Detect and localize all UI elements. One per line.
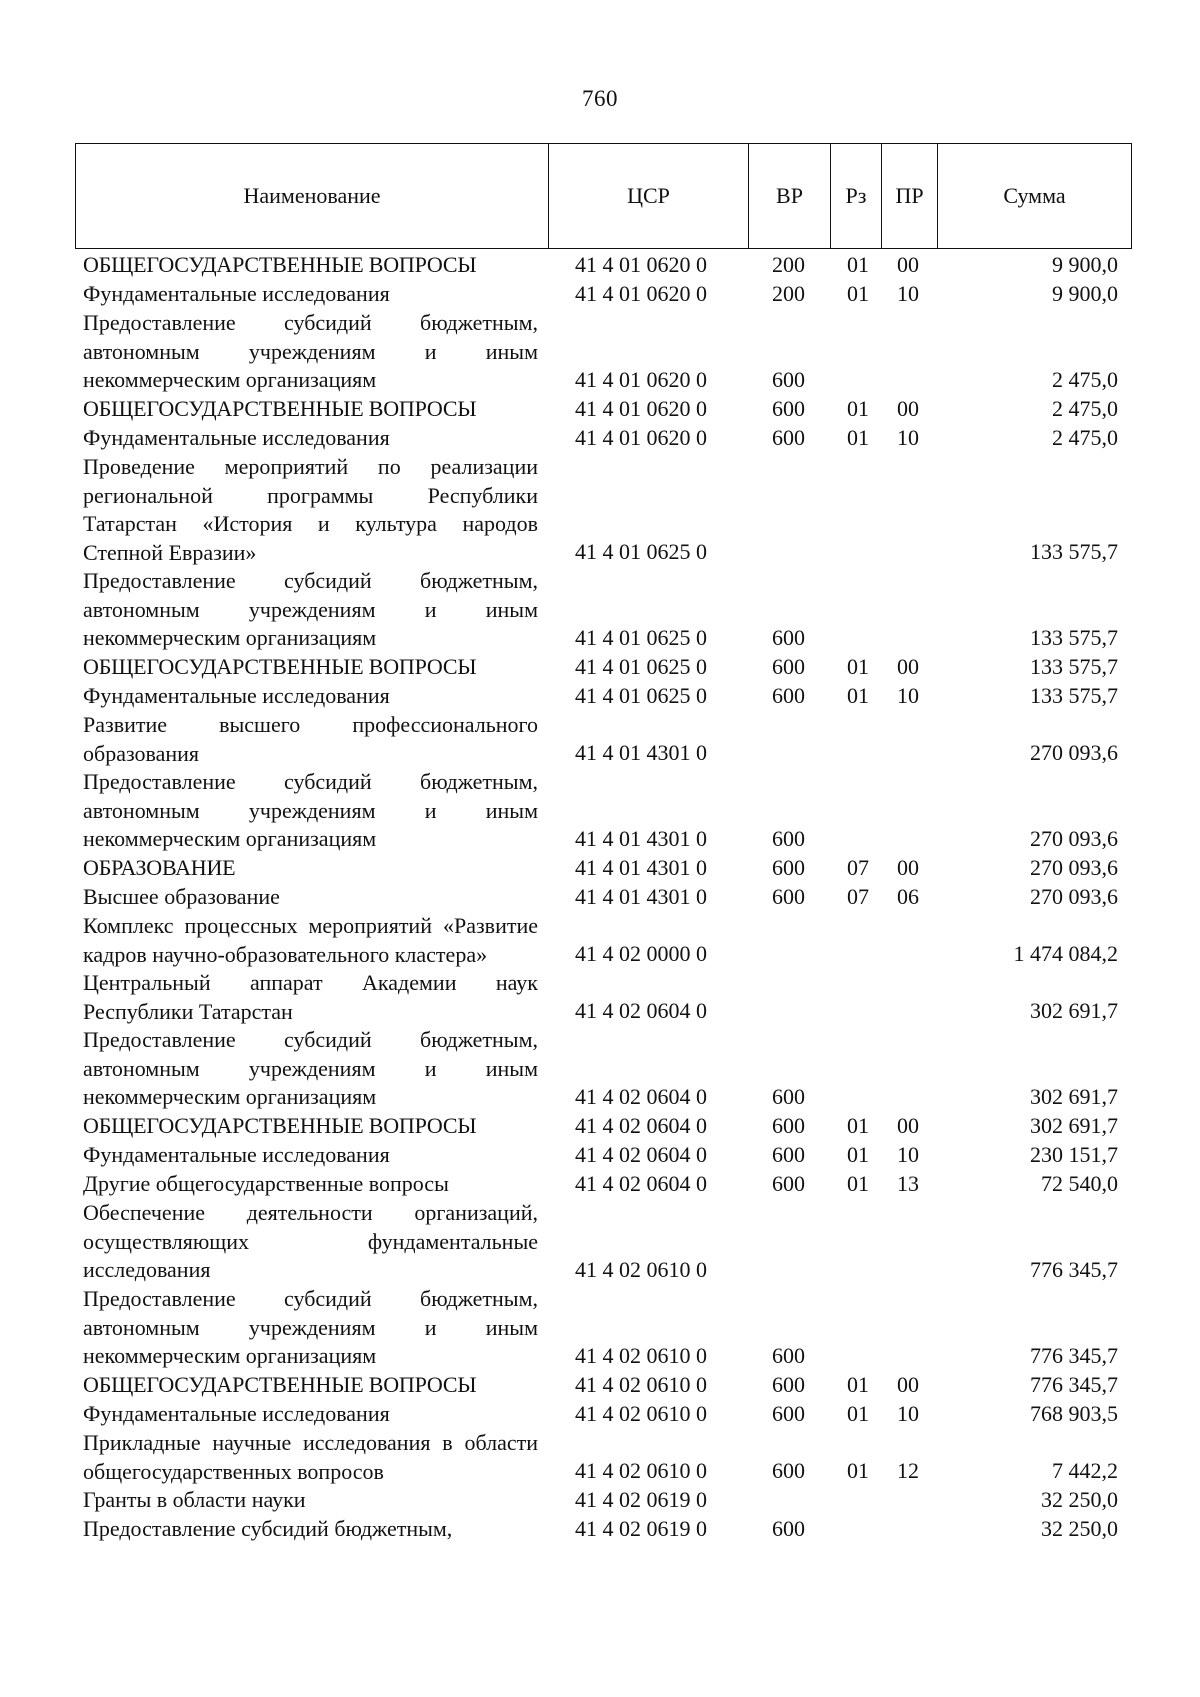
table-row — [0, 453, 1200, 567]
row-vr: 600 — [772, 1458, 805, 1484]
row-name: Гранты в области науки — [83, 1487, 306, 1512]
row-csr: 41 4 01 0620 0 — [575, 425, 707, 451]
row-name: Прикладные научные исследования в области общегосударственных вопросов — [83, 1430, 538, 1484]
row-pr: 06 — [897, 884, 919, 910]
row-rz: 07 — [847, 855, 869, 881]
row-sum: 2 475,0 — [1052, 425, 1118, 451]
row-sum: 270 093,6 — [1030, 740, 1118, 766]
row-sum: 133 575,7 — [1030, 625, 1118, 651]
row-sum: 270 093,6 — [1030, 884, 1118, 910]
row-name: Фундаментальные исследования — [83, 1142, 390, 1167]
row-sum: 32 250,0 — [1041, 1487, 1118, 1513]
row-name: Фундаментальные исследования — [83, 281, 390, 306]
row-sum: 32 250,0 — [1041, 1516, 1118, 1542]
table-row — [0, 711, 1200, 768]
row-csr: 41 4 02 0604 0 — [575, 1142, 707, 1168]
row-vr: 600 — [772, 1401, 805, 1427]
row-pr: 10 — [897, 281, 919, 307]
row-rz: 01 — [847, 1113, 869, 1139]
row-sum: 2 475,0 — [1052, 367, 1118, 393]
row-vr: 600 — [772, 1113, 805, 1139]
table-row — [0, 854, 1200, 883]
row-vr: 600 — [772, 1343, 805, 1369]
header-name: Наименование — [76, 144, 549, 248]
row-vr: 600 — [772, 367, 805, 393]
row-name: Центральный аппарат Академии наук Республики Татарстан — [83, 970, 538, 1024]
row-csr: 41 4 02 0610 0 — [575, 1343, 707, 1369]
row-vr: 600 — [772, 654, 805, 680]
table-row — [0, 280, 1200, 309]
header-rz: Рз — [831, 144, 882, 248]
row-sum: 133 575,7 — [1030, 539, 1118, 565]
row-rz: 01 — [847, 1171, 869, 1197]
row-name: Предоставление субсидий бюджетным, автономным учреждениям и иным некоммерческим организациям — [83, 568, 538, 651]
header-vr: ВР — [749, 144, 831, 248]
table-row — [0, 1112, 1200, 1141]
row-sum: 302 691,7 — [1030, 998, 1118, 1024]
row-name: Развитие высшего профессионального образования — [83, 712, 538, 766]
table-row — [0, 1170, 1200, 1199]
table-row — [0, 1371, 1200, 1400]
table-row — [0, 1515, 1200, 1544]
row-pr: 00 — [897, 1113, 919, 1139]
row-vr: 600 — [772, 1516, 805, 1542]
table-row — [0, 1026, 1200, 1112]
row-csr: 41 4 02 0604 0 — [575, 998, 707, 1024]
row-name: ОБЩЕГОСУДАРСТВЕННЫЕ ВОПРОСЫ — [83, 252, 477, 277]
row-sum: 302 691,7 — [1030, 1113, 1118, 1139]
row-name: ОБЩЕГОСУДАРСТВЕННЫЕ ВОПРОСЫ — [83, 396, 477, 421]
row-name: Предоставление субсидий бюджетным, автономным учреждениям и иным некоммерческим организациям — [83, 1286, 538, 1369]
row-csr: 41 4 01 0620 0 — [575, 252, 707, 278]
row-name: Предоставление субсидий бюджетным, — [83, 1516, 453, 1541]
row-pr: 00 — [897, 855, 919, 881]
table-row — [0, 1285, 1200, 1371]
row-vr: 600 — [772, 425, 805, 451]
row-name: ОБЩЕГОСУДАРСТВЕННЫЕ ВОПРОСЫ — [83, 1372, 477, 1397]
row-vr: 600 — [772, 1171, 805, 1197]
row-sum: 2 475,0 — [1052, 396, 1118, 422]
row-csr: 41 4 02 0619 0 — [575, 1487, 707, 1513]
row-pr: 10 — [897, 425, 919, 451]
row-sum: 776 345,7 — [1030, 1372, 1118, 1398]
row-name: Высшее образование — [83, 884, 280, 909]
row-csr: 41 4 01 0620 0 — [575, 367, 707, 393]
row-sum: 9 900,0 — [1052, 252, 1118, 278]
table-row — [0, 682, 1200, 711]
header-csr: ЦСР — [549, 144, 749, 248]
row-csr: 41 4 02 0604 0 — [575, 1171, 707, 1197]
row-vr: 600 — [772, 884, 805, 910]
row-csr: 41 4 02 0604 0 — [575, 1084, 707, 1110]
row-sum: 133 575,7 — [1030, 654, 1118, 680]
row-name: Комплекс процессных мероприятий «Развитие кадров научно-образовательного кластера» — [83, 913, 538, 967]
table-row — [0, 883, 1200, 912]
row-csr: 41 4 01 4301 0 — [575, 826, 707, 852]
row-sum: 133 575,7 — [1030, 683, 1118, 709]
row-csr: 41 4 02 0604 0 — [575, 1113, 707, 1139]
row-pr: 13 — [897, 1171, 919, 1197]
row-csr: 41 4 01 0625 0 — [575, 683, 707, 709]
row-sum: 230 151,7 — [1030, 1142, 1118, 1168]
table-row — [0, 1199, 1200, 1285]
row-sum: 270 093,6 — [1030, 855, 1118, 881]
row-vr: 600 — [772, 826, 805, 852]
table-row — [0, 912, 1200, 969]
row-name: Предоставление субсидий бюджетным, автономным учреждениям и иным некоммерческим организациям — [83, 769, 538, 852]
row-sum: 302 691,7 — [1030, 1084, 1118, 1110]
row-sum: 7 442,2 — [1052, 1458, 1118, 1484]
row-csr: 41 4 01 0620 0 — [575, 396, 707, 422]
header-pr: ПР — [882, 144, 938, 248]
row-sum: 72 540,0 — [1041, 1171, 1118, 1197]
row-rz: 01 — [847, 425, 869, 451]
table-row — [0, 969, 1200, 1026]
row-vr: 600 — [772, 1084, 805, 1110]
table-row — [0, 1486, 1200, 1515]
row-csr: 41 4 02 0610 0 — [575, 1257, 707, 1283]
row-vr: 600 — [772, 396, 805, 422]
row-vr: 600 — [772, 1142, 805, 1168]
row-rz: 07 — [847, 884, 869, 910]
row-name: ОБРАЗОВАНИЕ — [83, 855, 236, 880]
row-pr: 12 — [897, 1458, 919, 1484]
row-pr: 00 — [897, 1372, 919, 1398]
row-rz: 01 — [847, 1372, 869, 1398]
table-row — [0, 768, 1200, 854]
row-csr: 41 4 01 4301 0 — [575, 884, 707, 910]
row-csr: 41 4 01 4301 0 — [575, 855, 707, 881]
table-row — [0, 395, 1200, 424]
row-csr: 41 4 02 0610 0 — [575, 1401, 707, 1427]
row-rz: 01 — [847, 1401, 869, 1427]
row-csr: 41 4 02 0619 0 — [575, 1516, 707, 1542]
row-name: Фундаментальные исследования — [83, 1401, 390, 1426]
row-pr: 00 — [897, 654, 919, 680]
row-sum: 768 903,5 — [1030, 1401, 1118, 1427]
table-row — [0, 1141, 1200, 1170]
row-csr: 41 4 01 0620 0 — [575, 281, 707, 307]
row-sum: 1 474 084,2 — [1013, 941, 1118, 967]
row-pr: 10 — [897, 1401, 919, 1427]
row-sum: 270 093,6 — [1030, 826, 1118, 852]
row-name: Проведение мероприятий по реализации региональной программы Республики Татарстан «История и культура народов Степной Евразии» — [83, 454, 538, 565]
row-rz: 01 — [847, 1458, 869, 1484]
row-name: ОБЩЕГОСУДАРСТВЕННЫЕ ВОПРОСЫ — [83, 654, 477, 679]
row-vr: 200 — [772, 281, 805, 307]
row-name: Предоставление субсидий бюджетным, автономным учреждениям и иным некоммерческим организациям — [83, 1027, 538, 1110]
table-row — [0, 567, 1200, 653]
table-header — [75, 143, 1132, 249]
row-rz: 01 — [847, 1142, 869, 1168]
table-row — [0, 1400, 1200, 1429]
row-csr: 41 4 02 0000 0 — [575, 941, 707, 967]
row-csr: 41 4 01 0625 0 — [575, 654, 707, 680]
header-sum: Сумма — [1003, 183, 1066, 208]
row-vr: 600 — [772, 683, 805, 709]
row-vr: 600 — [772, 1372, 805, 1398]
row-name: Фундаментальные исследования — [83, 683, 390, 708]
table-row — [0, 424, 1200, 453]
row-pr: 00 — [897, 252, 919, 278]
row-rz: 01 — [847, 281, 869, 307]
row-sum: 776 345,7 — [1030, 1257, 1118, 1283]
row-csr: 41 4 01 0625 0 — [575, 625, 707, 651]
row-vr: 200 — [772, 252, 805, 278]
row-csr: 41 4 02 0610 0 — [575, 1372, 707, 1398]
row-csr: 41 4 01 0625 0 — [575, 539, 707, 565]
row-vr: 600 — [772, 855, 805, 881]
row-rz: 01 — [847, 252, 869, 278]
row-name: Предоставление субсидий бюджетным, автономным учреждениям и иным некоммерческим организациям — [83, 310, 538, 393]
table-row — [0, 309, 1200, 395]
row-rz: 01 — [847, 396, 869, 422]
table-row — [0, 251, 1200, 280]
row-name: Другие общегосударственные вопросы — [83, 1171, 449, 1196]
row-rz: 01 — [847, 683, 869, 709]
table-row — [0, 653, 1200, 682]
table-body — [0, 251, 1200, 1544]
row-sum: 776 345,7 — [1030, 1343, 1118, 1369]
row-sum: 9 900,0 — [1052, 281, 1118, 307]
row-csr: 41 4 01 4301 0 — [575, 740, 707, 766]
row-vr: 600 — [772, 625, 805, 651]
row-rz: 01 — [847, 654, 869, 680]
row-name: Фундаментальные исследования — [83, 425, 390, 450]
page-number: 760 — [582, 86, 618, 111]
row-csr: 41 4 02 0610 0 — [575, 1458, 707, 1484]
row-name: Обеспечение деятельности организаций, осуществляющих фундаментальные исследования — [83, 1200, 538, 1283]
row-pr: 10 — [897, 683, 919, 709]
row-name: ОБЩЕГОСУДАРСТВЕННЫЕ ВОПРОСЫ — [83, 1113, 477, 1138]
table-row — [0, 1429, 1200, 1486]
row-pr: 10 — [897, 1142, 919, 1168]
row-pr: 00 — [897, 396, 919, 422]
